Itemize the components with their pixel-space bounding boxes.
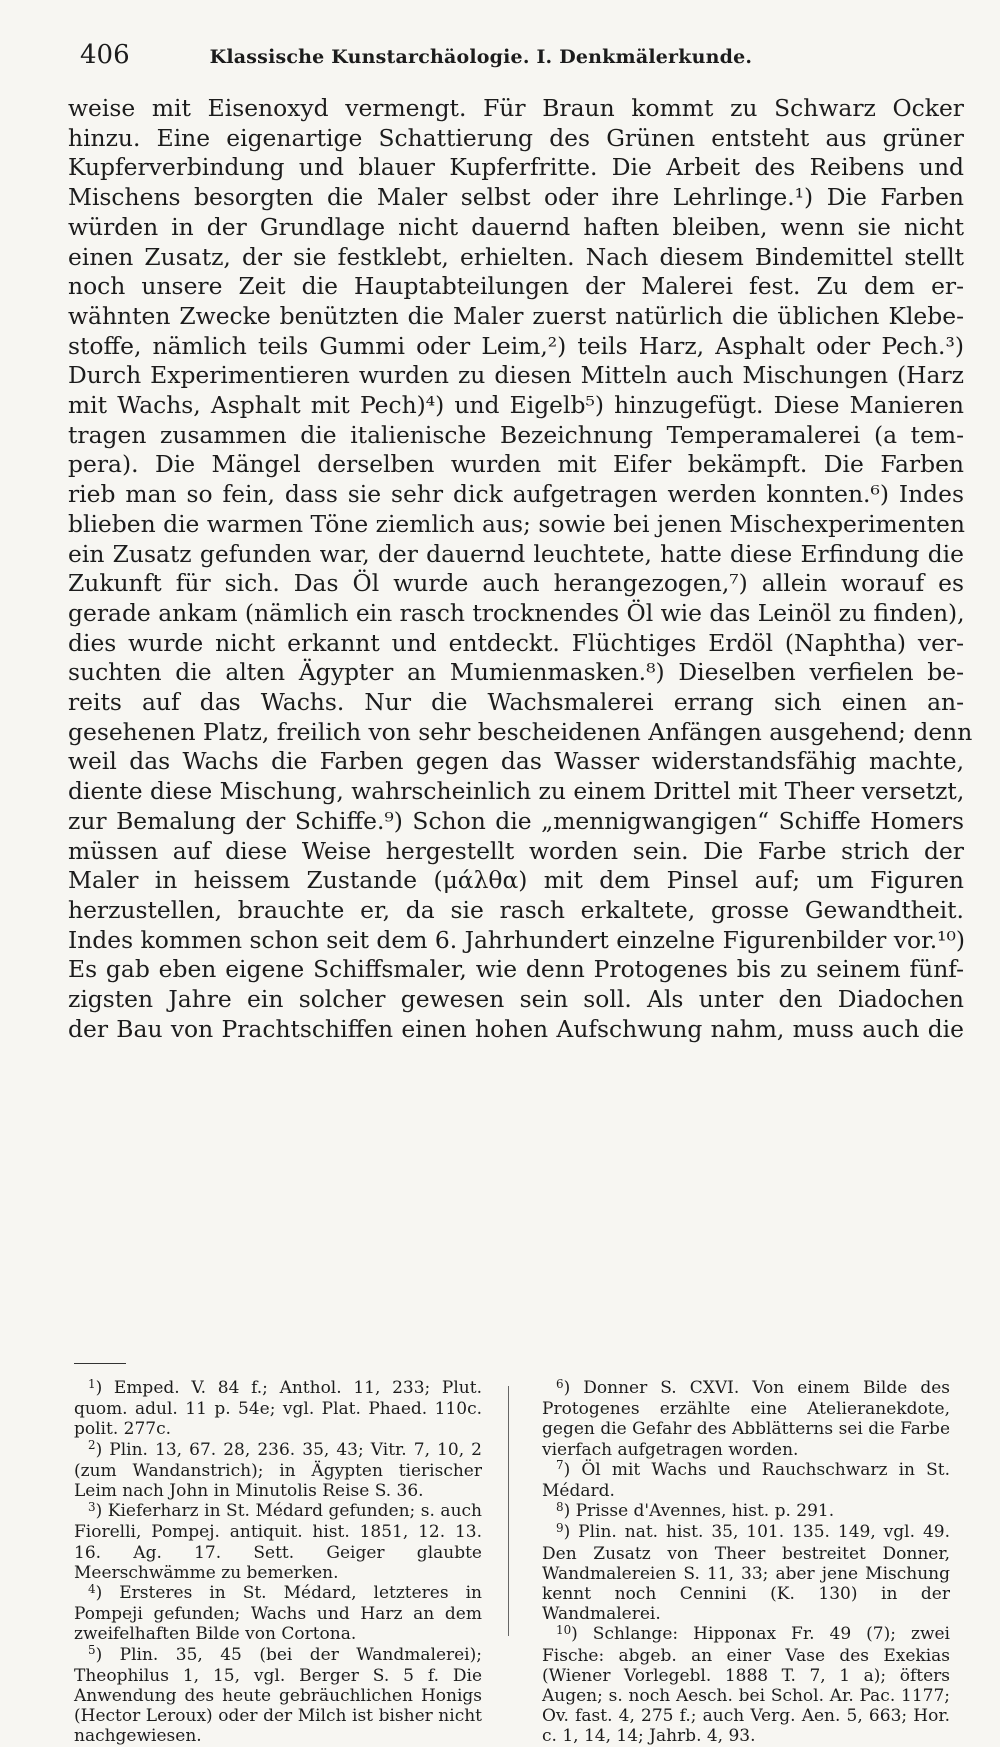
footnote-number: 5 <box>88 1643 96 1658</box>
body-line: herzustellen, brauchte er, da sie rasch erkaltete, grosse Gewandtheit. <box>68 895 964 924</box>
body-line: einen Zusatz, der sie festklebt, erhielten. Nach diesem Bindemittel stellt <box>68 242 964 271</box>
running-head: Klassische Kunstarchäologie. I. Denkmälerkunde. <box>209 46 753 68</box>
footnote <box>74 1440 482 1502</box>
footnote <box>542 1522 950 1624</box>
footnote-number: 6 <box>556 1376 564 1391</box>
footnote-number: 8 <box>556 1499 564 1514</box>
footnotes-right-column <box>542 1378 950 1747</box>
footnote-paren: ) <box>95 1644 120 1665</box>
footnote-paren: ) <box>571 1624 593 1645</box>
body-line: würden in der Grundlage nicht dauernd haften bleiben, wenn sie nicht <box>68 212 964 241</box>
body-line: noch unsere Zeit die Hauptabteilungen der Malerei fest. Zu dem er- <box>68 272 964 301</box>
body-line: reits auf das Wachs. Nur die Wachsmalerei errang sich einen an- <box>68 688 964 717</box>
body-line: Kupferverbindung und blauer Kupferfritte. Die Arbeit des Reibens und <box>68 153 964 182</box>
body-line: dies wurde nicht erkannt und entdeckt. Flüchtiges Erdöl (Naphtha) ver- <box>68 628 964 657</box>
footnote <box>74 1583 482 1645</box>
body-line: gerade ankam (nämlich ein rasch trocknendes Öl wie das Leinöl zu finden), <box>68 598 965 627</box>
footnotes <box>74 1378 966 1747</box>
body-line: mit Wachs, Asphalt mit Pech)⁴) und Eigelb⁵) hinzugefügt. Diese Manieren <box>68 391 964 420</box>
body-line: Durch Experimentieren wurden zu diesen Mitteln auch Mischungen (Harz <box>68 361 964 390</box>
body-line: pera). Die Mängel derselben wurden mit Eifer bekämpft. Die Farben <box>68 450 964 479</box>
footnote-paren: ) <box>95 1439 110 1460</box>
footnote <box>542 1378 950 1460</box>
footnote-text: Plin. 13, 67. 28, 236. 35, 43; Vitr. 7, 10, 2 (zum Wandanstrich); in Ägypten tierischer Leim nach John in Minutolis Reise S. 36. <box>74 1439 482 1502</box>
footnote-paren: ) <box>563 1378 584 1398</box>
body-line: stoffe, nämlich teils Gummi oder Leim,²) teils Harz, Asphalt oder Pech.³) <box>68 331 964 360</box>
footnote-text: Emped. V. 84 f.; Anthol. 11, 233; Plut. quom. adul. 11 p. 54e; vgl. Plat. Phaed. 110c. polit. 277c. <box>74 1378 482 1440</box>
footnote-text: Ersteres in St. Médard, letzteres in Pompeji gefunden; Wachs und Harz an dem zweifelhaften Bilde von Cortona. <box>74 1583 482 1645</box>
body-line: Es gab eben eigene Schiffsmaler, wie denn Protogenes bis zu seinem fünf- <box>68 955 964 984</box>
body-line: der Bau von Prachtschiffen einen hohen Aufschwung nahm, muss auch die <box>68 1014 964 1043</box>
body-line: gesehenen Platz, freilich von sehr bescheidenen Anfängen ausgehend; denn <box>68 717 973 746</box>
footnote-paren: ) <box>95 1501 108 1522</box>
footnote-text: Schlange: Hipponax Fr. 49 (7); zwei Fische: abgeb. an einer Vase des Exekias (Wiener Vorlegebl. 1888 T. 7, 1 a); öfters Augen; s. noch Aesch. bei Schol. Ar. Pac. 1177; Ov. fast. 4, 275 f.; auch Verg. Aen. 5, 663; Hor. c. 1, 14, 14; Jahrb. 4, 93. <box>542 1624 950 1747</box>
footnote <box>74 1378 482 1440</box>
body-line: Mischens besorgten die Maler selbst oder ihre Lehrlinge.¹) Die Farben <box>68 183 964 212</box>
body-line: suchten die alten Ägypter an Mumienmasken.⁸) Dieselben verfielen be- <box>68 658 964 687</box>
footnote-number: 9 <box>556 1521 564 1536</box>
body-line: zigsten Jahre ein solcher gewesen sein soll. Als unter den Diadochen <box>68 985 964 1014</box>
body-line: blieben die warmen Töne ziemlich aus; sowie bei jenen Mischexperimenten <box>68 509 965 538</box>
body-line: Zukunft für sich. Das Öl wurde auch herangezogen,⁷) allein worauf es <box>68 569 964 598</box>
footnote-paren: ) <box>95 1583 120 1604</box>
body-line: müssen auf diese Weise hergestellt worden sein. Die Farbe strich der <box>68 836 964 865</box>
body-line: weil das Wachs die Farben gegen das Wasser widerstandsfähig machte, <box>68 747 964 776</box>
footnote-number: 2 <box>88 1438 96 1453</box>
body-line: diente diese Mischung, wahrscheinlich zu einem Drittel mit Theer versetzt, <box>68 777 965 806</box>
footnote-paren: ) <box>95 1378 114 1398</box>
footnote-number: 4 <box>88 1581 96 1596</box>
footnote-text: Plin. 35, 45 (bei der Wandmalerei); Theophilus 1, 15, vgl. Berger S. 5 f. Die Anwendung des heute gebräuchlichen Honigs (Hector Leroux) oder der Milch ist bisher nicht nachgewiesen. <box>74 1644 482 1747</box>
body-line: rieb man so fein, dass sie sehr dick aufgetragen werden konnten.⁶) Indes <box>68 480 964 509</box>
footnotes-left-column <box>74 1378 482 1747</box>
body-line: hinzu. Eine eigenartige Schattierung des Grünen entsteht aus grüner <box>68 123 964 152</box>
footnote-number: 10 <box>556 1623 572 1638</box>
footnote-text: Plin. nat. hist. 35, 101. 135. 149, vgl. 49. Den Zusatz von Theer bestreitet Donner, Wandmalereien S. 11, 33; aber jene Mischung kennt noch Cennini (K. 130) in der Wandmalerei. <box>542 1522 950 1625</box>
body-line: tragen zusammen die italienische Bezeichnung Temperamalerei (a tem- <box>68 420 964 449</box>
footnote <box>542 1501 950 1522</box>
body-line: zur Bemalung der Schiffe.⁹) Schon die „mennigwangigen“ Schiffe Homers <box>68 806 964 835</box>
footnote <box>542 1460 950 1501</box>
footnote-paren: ) <box>563 1501 576 1522</box>
page-number: 406 <box>80 40 130 70</box>
body-line: Maler in heissem Zustande (μάλθα) mit dem Pinsel auf; um Figuren <box>68 866 964 895</box>
footnote-text: Donner S. CXVI. Von einem Bilde des Protogenes erzählte eine Atelieranekdote, gegen die Gefahr des Abblätterns sei die Farbe vierfach aufgetragen worden. <box>542 1378 950 1460</box>
footnote-text: Kieferharz in St. Médard gefunden; s. auch Fiorelli, Pompej. antiquit. hist. 1851, 12. 13. 16. Ag. 17. Sett. Geiger glaubte Meerschwämme zu bemerken. <box>74 1501 482 1583</box>
body-line: wähnten Zwecke benützten die Maler zuerst natürlich die üblichen Klebe- <box>68 301 964 330</box>
footnote <box>542 1624 950 1746</box>
footnote-text: Öl mit Wachs und Rauchschwarz in St. Médard. <box>542 1459 951 1502</box>
body-line: weise mit Eisenoxyd vermengt. Für Braun kommt zu Schwarz Ocker <box>68 94 964 122</box>
footnote <box>74 1501 482 1583</box>
page-header <box>80 40 800 70</box>
footnote-text: Prisse d'Avennes, hist. p. 291. <box>575 1501 835 1522</box>
footnote <box>74 1645 482 1747</box>
footnote-paren: ) <box>563 1459 582 1480</box>
body-line: ein Zusatz gefunden war, der dauernd leuchtete, hatte diese Erfindung die <box>68 539 964 568</box>
main-text <box>68 94 973 1045</box>
footnote-number: 1 <box>88 1376 96 1391</box>
footnote-rule <box>74 1363 126 1364</box>
body-line: Indes kommen schon seit dem 6. Jahrhundert einzelne Figurenbilder vor.¹⁰) <box>68 925 966 954</box>
footnote-number: 3 <box>88 1499 96 1514</box>
footnote-number: 7 <box>556 1458 564 1473</box>
footnote-paren: ) <box>563 1522 579 1543</box>
